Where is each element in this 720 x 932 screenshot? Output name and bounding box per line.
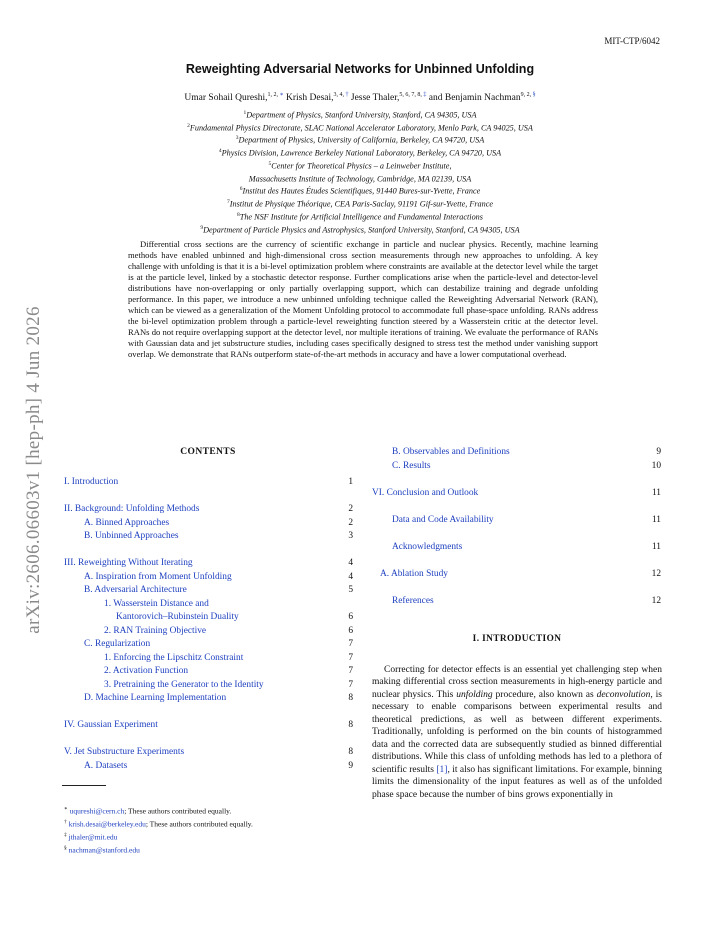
footnote-mark: §	[64, 844, 67, 851]
toc-gap	[372, 500, 661, 514]
author-affiliation-marks	[334, 92, 349, 98]
footnote	[64, 843, 253, 856]
contents-heading: CONTENTS	[180, 447, 236, 457]
affiliation-line	[60, 223, 660, 236]
toc-entry-label[interactable]: A. Datasets	[84, 760, 128, 771]
toc-entry[interactable]	[372, 446, 661, 460]
toc-entry-label[interactable]: Kantorovich–Rubinstein Duality	[116, 612, 239, 622]
affiliation-line	[60, 159, 660, 172]
toc-entry[interactable]	[372, 487, 661, 501]
affiliation-number: 9	[200, 224, 204, 231]
toc-entry[interactable]	[64, 679, 353, 693]
toc-entry-label[interactable]: A. Inspiration from Moment Unfolding	[84, 571, 232, 582]
abstract: Differential cross sections are the currency of scientific exchange in particle and nuclear physics. Recently, machine learning methods have enabled unbinned and high-dimensional cross section measurements through new approaches to unfolding. A key challenge with unfolding is that it is a bi-level optimization problem where constraints are available at the detector level while the target is at the particle level, linked by a stochastic detector response. Further complications arise when the particle-level and detector-level distributions have non-overlapping or only partially overlapping support, which can destabilize training and degrade unfolding performance. In this paper, we introduce a new unbinned unfolding technique called the Reweighting Adversarial Network (RAN), which can be viewed as a generalization of the Moment Unfolding protocol to accommodate full phase-space unfolding. RANs address the bi-level optimization problem through a particle-level reweighting function steered by a Wasserstein critic at the detector level. RANs do not require overlapping support at the detector level, nor multiple iterations of training. We evaluate the performance of RANs with Gaussian data and jet substructure studies, including cases specifically designed to stress test the method under vanishing support overlap. We demonstrate that RANs outperform state-of-the-art methods in accuracy and have a lower computational overhead.	[128, 239, 598, 360]
author-separator: and	[426, 93, 445, 104]
author-name: Jesse Thaler,	[350, 93, 400, 104]
toc-page-number: 3	[348, 531, 353, 541]
toc-page-number: 4	[348, 571, 353, 582]
affiliation-number: 2	[187, 122, 190, 129]
toc-page-number: 4	[348, 558, 353, 568]
toc-entry[interactable]	[64, 719, 353, 733]
toc-entry-label[interactable]: A. Ablation Study	[380, 568, 448, 579]
toc-page-number: 7	[348, 666, 353, 676]
toc-gap	[64, 544, 353, 558]
footnote-text: ; These authors contributed equally.	[145, 819, 253, 829]
toc-entry[interactable]	[372, 460, 661, 474]
toc-entry[interactable]	[64, 746, 353, 760]
affiliation-line	[60, 121, 660, 134]
affiliation-number: 4	[218, 148, 222, 155]
toc-entry-label[interactable]: Data and Code Availability	[392, 514, 494, 525]
toc-entry[interactable]	[64, 557, 353, 571]
toc-entry-label[interactable]: 2. RAN Training Objective	[104, 625, 207, 636]
footnote-mark: †	[64, 818, 67, 825]
affiliation-text: Fundamental Physics Directorate, SLAC National Accelerator Laboratory, Menlo Park, CA 94025, USA	[189, 123, 533, 133]
toc-page-number: 7	[348, 679, 353, 690]
footnotes	[64, 804, 253, 856]
affiliation-text: Physics Division, Lawrence Berkeley National Laboratory, Berkeley, CA 94720, USA	[221, 148, 502, 158]
citation-link[interactable]: [1]	[436, 764, 448, 775]
author-affiliation-marks	[268, 92, 284, 98]
toc-entry[interactable]	[64, 692, 353, 706]
toc-gap	[64, 733, 353, 747]
intro-text: procedure, also known as	[492, 689, 597, 700]
toc-entry[interactable]	[372, 514, 661, 528]
toc-entry[interactable]	[64, 476, 353, 490]
footnote-mark-link[interactable]: †	[345, 92, 349, 98]
footnote	[64, 830, 253, 843]
affiliation-numbers: 9, 2,	[520, 92, 533, 98]
toc-entry[interactable]	[64, 665, 353, 679]
affiliation-text: Institut des Hautes Études Scientifiques, 91440 Bures-sur-Yvette, France	[242, 187, 481, 197]
toc-left-column	[64, 476, 353, 773]
toc-entry[interactable]	[64, 625, 353, 639]
toc-entry-label[interactable]: II. Background: Unfolding Methods	[64, 504, 200, 514]
toc-entry[interactable]	[64, 503, 353, 517]
affiliation-number: 8	[237, 211, 240, 218]
affiliation-text: Department of Physics, Stanford University, Stanford, CA 94305, USA	[246, 110, 477, 120]
toc-page-number: 7	[348, 652, 353, 663]
author-name: Umar Sohail Qureshi,	[184, 93, 268, 104]
toc-entry-label[interactable]: 1. Wasserstein Distance and	[104, 598, 209, 609]
affiliation-line	[60, 108, 660, 121]
toc-entry[interactable]	[372, 541, 661, 555]
footnote-mark-link[interactable]: ‡	[423, 92, 427, 98]
affiliation-text: Center for Theoretical Physics – a Leinweber Institute,	[271, 161, 452, 171]
affiliation-text: Department of Particle Physics and Astrophysics, Stanford University, Stanford, CA 94305, USA	[203, 225, 520, 235]
toc-entry-label[interactable]: I. Introduction	[64, 477, 119, 487]
toc-entry-label[interactable]: D. Machine Learning Implementation	[84, 693, 227, 703]
toc-entry-label[interactable]: C. Results	[392, 460, 431, 471]
affiliations	[60, 108, 660, 235]
affiliation-number: 7	[227, 199, 230, 206]
author-affiliation-marks	[399, 92, 426, 98]
toc-entry[interactable]	[64, 530, 353, 544]
affiliation-number: 1	[243, 110, 247, 116]
toc-entry-label[interactable]: 2. Activation Function	[104, 666, 189, 676]
toc-right-column	[372, 446, 661, 608]
toc-page-number: 8	[348, 720, 353, 730]
toc-page-number: 11	[651, 487, 661, 498]
footnote-rule	[62, 785, 106, 786]
affiliation-numbers: 5, 6, 7, 8,	[399, 92, 424, 98]
affiliation-numbers: 3, 4,	[333, 92, 346, 98]
toc-page-number: 9	[348, 760, 353, 771]
affiliation-line	[60, 197, 660, 210]
report-number: MIT-CTP/6042	[604, 36, 660, 46]
footnote-mark-link[interactable]: ∗	[279, 92, 284, 98]
footnote	[64, 804, 253, 817]
author-name: Krish Desai,	[286, 93, 334, 104]
toc-page-number: 2	[348, 504, 353, 514]
affiliation-number: 3	[235, 135, 239, 142]
author-list	[60, 91, 660, 103]
toc-page-number: 8	[348, 693, 353, 703]
toc-page-number: 8	[348, 747, 353, 757]
toc-entry[interactable]	[64, 652, 353, 666]
toc-entry-label[interactable]: III. Reweighting Without Iterating	[64, 558, 193, 568]
toc-gap	[372, 581, 661, 595]
toc-entry-label[interactable]: A. Binned Approaches	[84, 517, 170, 528]
toc-page-number: 7	[348, 639, 353, 649]
footnote-mark-link[interactable]: §	[532, 92, 536, 98]
toc-entry-label[interactable]: References	[392, 595, 434, 606]
intro-text: , is necessary to enable comparisons between experimental results and theoretical predictions, as well as between different experiments. Traditionally, unfolding is performed on the bin counts of histogrammed data and the corrected data are subsequently studied as binned differential distributions. While this class of unfolding methods has led to a plethora of scientific results	[372, 689, 662, 775]
emphasized-term: unfolding	[456, 689, 493, 700]
emphasized-term: deconvolution	[596, 689, 651, 700]
toc-entry-label[interactable]: B. Unbinned Approaches	[84, 531, 179, 541]
affiliation-number: 5	[268, 160, 272, 167]
affiliation-text: Massachusetts Institute of Technology, Cambridge, MA 02139, USA	[248, 174, 472, 184]
toc-page-number: 12	[651, 595, 661, 606]
toc-gap	[64, 490, 353, 504]
toc-entry[interactable]	[372, 568, 661, 582]
toc-entry-label[interactable]: 3. Pretraining the Generator to the Identity	[104, 679, 264, 690]
email-link[interactable]: uqureshi@cern.ch	[69, 806, 125, 816]
section-heading-introduction: I. INTRODUCTION	[472, 634, 562, 644]
affiliation-text: The NSF Institute for Artificial Intelligence and Fundamental Interactions	[239, 212, 483, 222]
toc-entry-label[interactable]: IV. Gaussian Experiment	[64, 720, 158, 730]
toc-entry-label[interactable]: V. Jet Substructure Experiments	[64, 747, 185, 757]
toc-entry[interactable]	[64, 598, 353, 612]
toc-entry[interactable]	[64, 760, 353, 774]
toc-gap	[372, 473, 661, 487]
email-link[interactable]: krish.desai@berkeley.edu	[68, 819, 146, 829]
author-name: Benjamin Nachman	[444, 93, 521, 104]
intro-text: , it also has significant limitations. For example, binning limits the dimensionality of the input features as well as of the unfolded phase space because the number of bins grows exponentially in	[372, 764, 663, 800]
affiliation-text: Department of Physics, University of California, Berkeley, CA 94720, USA	[238, 136, 485, 146]
email-link[interactable]: nachman@stanford.edu	[68, 845, 140, 855]
toc-page-number: 1	[348, 477, 353, 487]
footnote-text: ; These authors contributed equally.	[124, 806, 232, 816]
toc-page-number: 6	[348, 625, 353, 636]
intro-text: Correcting for detector effects is an essential yet challenging step when making differential cross section measurements in high-energy particle and nuclear physics. This	[372, 665, 662, 700]
email-link[interactable]: jthaler@mit.edu	[68, 832, 118, 842]
affiliation-line	[60, 210, 660, 223]
toc-entry[interactable]	[64, 584, 353, 598]
toc-entry-label[interactable]: B. Adversarial Architecture	[84, 585, 187, 595]
affiliation-line	[60, 146, 660, 159]
affiliation-text: Institut de Physique Théorique, CEA Paris-Saclay, 91191 Gif-sur-Yvette, France	[229, 199, 493, 209]
footnote	[64, 817, 253, 830]
affiliation-line	[60, 184, 660, 197]
toc-page-number: 9	[656, 447, 661, 457]
introduction-paragraph	[372, 664, 662, 801]
toc-page-number: 12	[651, 568, 661, 579]
affiliation-line	[60, 133, 660, 146]
affiliation-numbers: 1, 2,	[267, 92, 280, 98]
footnote-mark: ∗	[64, 806, 68, 812]
toc-page-number: 6	[348, 612, 353, 622]
affiliation-line	[60, 172, 660, 185]
toc-entry[interactable]	[64, 517, 353, 531]
toc-page-number: 5	[348, 585, 353, 595]
toc-page-number: 11	[651, 541, 661, 552]
toc-page-number: 10	[651, 460, 661, 471]
toc-entry[interactable]	[372, 595, 661, 609]
toc-gap	[372, 554, 661, 568]
author-affiliation-marks	[521, 92, 536, 98]
toc-entry-label[interactable]: Acknowledgments	[392, 541, 463, 552]
toc-entry-label[interactable]: C. Regularization	[84, 639, 151, 649]
toc-entry-label[interactable]: 1. Enforcing the Lipschitz Constraint	[104, 652, 244, 663]
paper-title: Reweighting Adversarial Networks for Unbinned Unfolding	[185, 62, 535, 76]
toc-entry-label[interactable]: B. Observables and Definitions	[392, 447, 510, 457]
footnote-mark: ‡	[64, 831, 67, 838]
toc-entry[interactable]	[64, 638, 353, 652]
toc-entry-label[interactable]: VI. Conclusion and Outlook	[372, 487, 479, 498]
affiliation-number: 6	[239, 186, 243, 193]
toc-gap	[372, 527, 661, 541]
toc-entry[interactable]	[64, 571, 353, 585]
arxiv-stamp: arXiv:2606.06603v1 [hep-ph] 4 Jun 2026	[23, 306, 44, 634]
toc-gap	[64, 706, 353, 720]
toc-page-number: 2	[348, 517, 353, 528]
toc-entry[interactable]	[64, 611, 353, 625]
toc-page-number: 11	[651, 514, 661, 525]
